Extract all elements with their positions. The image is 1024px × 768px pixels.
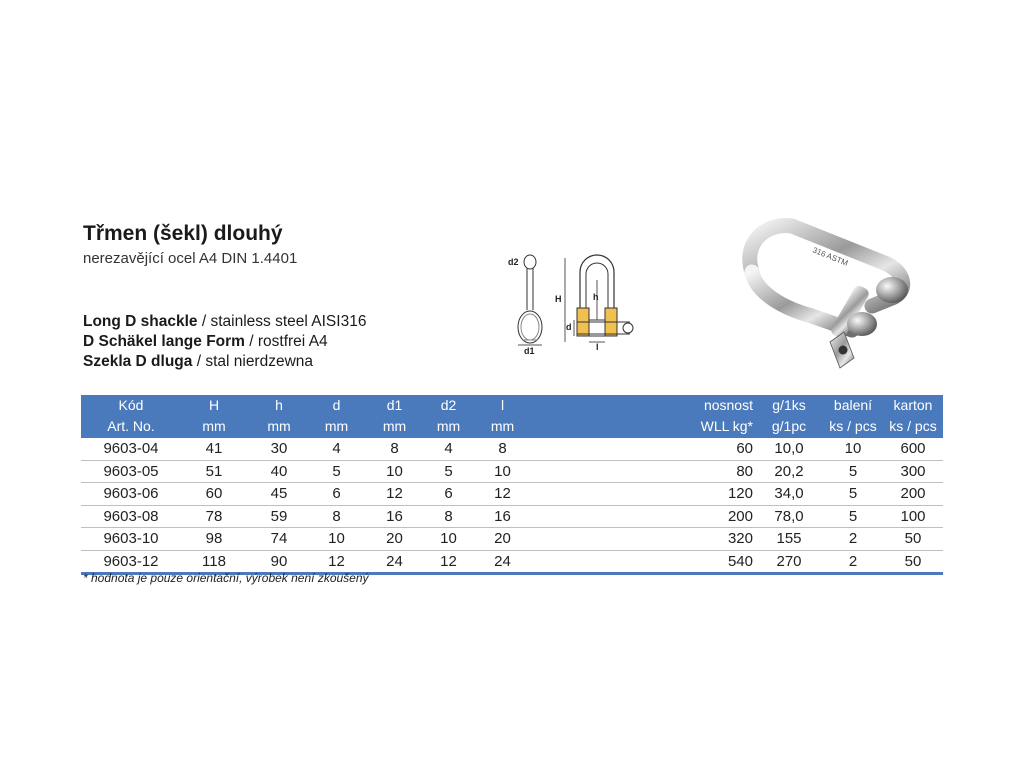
header-cell: d2 [440, 397, 457, 413]
header-cell: nosnost [703, 397, 753, 413]
table-cell: 540 [727, 552, 753, 570]
table-cell: 12 [494, 485, 511, 502]
table-cell: 120 [727, 485, 753, 502]
table-cell: 60 [205, 485, 223, 502]
table-cell: 6 [444, 485, 453, 502]
header-cell: Kód [118, 397, 144, 413]
table-cell: 24 [386, 552, 403, 570]
table-cell: 20,2 [774, 462, 804, 480]
table-row [81, 483, 943, 506]
header-unit-cell: ks / pcs [889, 418, 937, 434]
table-cell: 8 [332, 507, 341, 525]
table-row [81, 461, 943, 484]
description-pl: Szekla D dluga / stal nierdzewna [83, 353, 314, 370]
table-cell: 4 [444, 440, 453, 457]
header-cell: l [500, 397, 505, 413]
table-cell: 16 [386, 507, 403, 525]
table-cell: 8 [498, 440, 507, 457]
table-cell: 74 [270, 530, 288, 547]
table-cell: 40 [270, 462, 288, 480]
header-cell: karton [893, 397, 933, 413]
diagram-label-H: H [555, 294, 562, 304]
table-cell: 9603-06 [103, 485, 159, 502]
diagram-label-l: l [596, 342, 599, 352]
table-cell: 12 [386, 485, 403, 502]
table-cell: 118 [202, 552, 226, 570]
header-unit-cell: mm [382, 418, 407, 434]
header-unit-cell: ks / pcs [829, 418, 877, 434]
header-unit-cell: mm [324, 418, 349, 434]
table-cell: 320 [727, 530, 753, 547]
table-cell: 200 [900, 485, 926, 502]
table-cell: 10 [844, 440, 862, 457]
table-cell: 9603-08 [103, 507, 159, 525]
table-cell: 78 [205, 507, 223, 525]
table-cell: 10 [440, 530, 457, 547]
table-cell: 5 [444, 462, 453, 480]
table-cell: 20 [494, 530, 511, 547]
table-cell: 5 [332, 462, 341, 480]
table-cell: 9603-04 [103, 440, 159, 457]
table-cell: 10 [386, 462, 403, 480]
table-body [81, 438, 943, 575]
table-header [81, 395, 943, 438]
table-cell: 600 [900, 440, 926, 457]
table-cell: 270 [776, 552, 802, 570]
product-title: Třmen (šekl) dlouhý [83, 222, 283, 245]
header-cell: d [332, 397, 341, 413]
table-cell: 51 [205, 462, 223, 480]
table-cell: 41 [205, 440, 223, 457]
header-unit-cell: mm [490, 418, 515, 434]
table-cell: 30 [270, 440, 288, 457]
product-subtitle: nerezavějící ocel A4 DIN 1.4401 [83, 250, 298, 267]
table-cell: 12 [440, 552, 457, 570]
table-cell: 300 [900, 462, 926, 480]
table-cell: 10,0 [774, 440, 804, 457]
table-cell: 12 [328, 552, 345, 570]
shackle-technical-drawing [500, 250, 650, 360]
table-cell: 10 [328, 530, 345, 547]
header-unit-cell: mm [436, 418, 461, 434]
table-row [81, 506, 943, 529]
table-cell: 20 [386, 530, 403, 547]
table-cell: 10 [494, 462, 511, 480]
specification-table [81, 395, 943, 575]
table-row [81, 528, 943, 551]
header-cell: g/1ks [772, 397, 806, 413]
table-cell: 2 [848, 552, 858, 570]
header-cell: h [275, 397, 283, 413]
diagram-label-d: d [566, 322, 572, 332]
header-unit-cell: g/1pc [771, 418, 807, 434]
table-cell: 8 [444, 507, 453, 525]
shackle-product-photo [712, 212, 922, 380]
table-cell: 2 [848, 530, 858, 547]
table-cell: 9603-10 [103, 530, 159, 547]
table-cell: 34,0 [774, 485, 804, 502]
header-unit-cell: WLL kg* [700, 418, 753, 434]
table-cell: 78,0 [774, 507, 804, 525]
table-cell: 155 [776, 530, 802, 547]
table-cell: 80 [736, 462, 753, 480]
table-cell: 50 [904, 530, 922, 547]
table-cell: 60 [736, 440, 753, 457]
table-cell: 200 [727, 507, 753, 525]
header-unit-cell: mm [202, 418, 226, 434]
diagram-label-h: h [593, 292, 599, 302]
table-cell: 5 [848, 462, 858, 480]
diagram-label-d2: d2 [508, 257, 519, 267]
table-cell: 45 [270, 485, 288, 502]
table-cell: 24 [494, 552, 511, 570]
header-unit-cell: Art. No. [107, 418, 155, 434]
table-cell: 4 [332, 440, 341, 457]
header-cell: d1 [386, 397, 403, 413]
table-row [81, 438, 943, 461]
header-cell: H [208, 397, 220, 413]
description-de: D Schäkel lange Form / rostfrei A4 [83, 333, 328, 350]
table-cell: 50 [904, 552, 922, 570]
diagram-label-d1: d1 [524, 346, 535, 356]
header-cell: balení [833, 397, 873, 413]
table-cell: 16 [494, 507, 511, 525]
table-cell: 90 [270, 552, 288, 570]
table-cell: 9603-05 [103, 462, 159, 480]
table-cell: 100 [900, 507, 926, 525]
photo-engraving-text: 316 ASTM [811, 245, 850, 268]
table-cell: 8 [390, 440, 399, 457]
header-unit-cell: mm [267, 418, 291, 434]
description-en: Long D shackle / stainless steel AISI316 [83, 313, 367, 330]
footnote: * hodnota je pouze orientační, výrobek není zkoušený [83, 571, 369, 585]
table-cell: 59 [270, 507, 288, 525]
table-cell: 6 [332, 485, 341, 502]
table-cell: 5 [848, 485, 858, 502]
table-cell: 98 [205, 530, 223, 547]
table-cell: 5 [848, 507, 858, 525]
table-cell: 9603-12 [103, 552, 159, 570]
